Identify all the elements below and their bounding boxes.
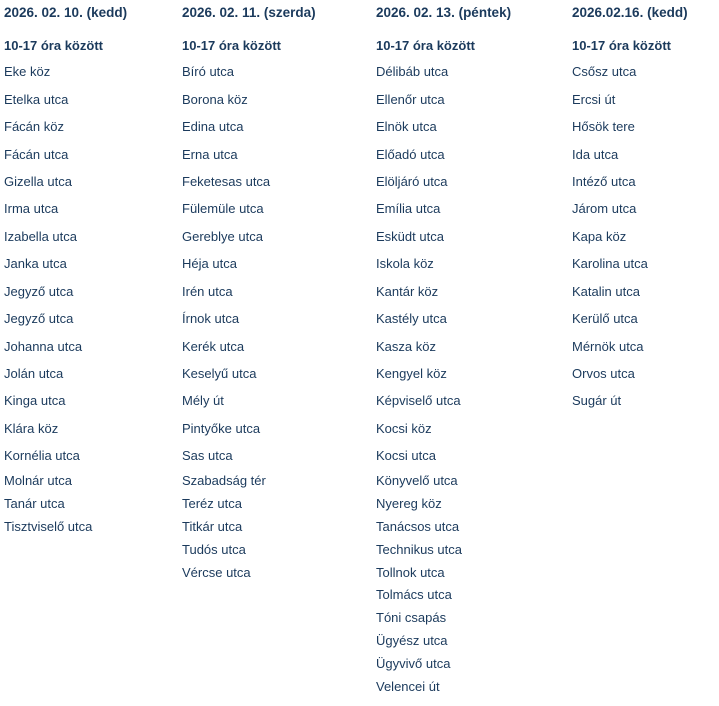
column-hours-label: 10-17 óra között xyxy=(376,38,475,53)
street-item: Feketesas utca xyxy=(182,174,271,189)
street-item: Technikus utca xyxy=(376,542,462,557)
street-item: Gereblye utca xyxy=(182,229,263,244)
column-hours-label: 10-17 óra között xyxy=(182,38,281,53)
street-item: Esküdt utca xyxy=(376,229,444,244)
street-item: Orvos utca xyxy=(572,366,635,381)
street-item: Klára köz xyxy=(4,421,59,436)
street-item: Kornélia utca xyxy=(4,448,80,463)
street-item: Katalin utca xyxy=(572,284,640,299)
street-item: Jegyző utca xyxy=(4,284,74,299)
street-item: Kerék utca xyxy=(182,339,245,354)
street-item: Járom utca xyxy=(572,201,637,216)
street-item: Ellenőr utca xyxy=(376,92,445,107)
street-item: Sas utca xyxy=(182,448,233,463)
street-item: Fülemüle utca xyxy=(182,201,264,216)
street-item: Karolina utca xyxy=(572,256,648,271)
street-item: Tolmács utca xyxy=(376,587,452,602)
street-item: Kapa köz xyxy=(572,229,627,244)
street-item: Iskola köz xyxy=(376,256,434,271)
street-item: Velencei út xyxy=(376,679,440,694)
street-item: Tanár utca xyxy=(4,496,65,511)
street-item: Ida utca xyxy=(572,147,619,162)
street-item: Tisztviselő utca xyxy=(4,519,93,534)
street-item: Ercsi út xyxy=(572,92,616,107)
column-hours-label: 10-17 óra között xyxy=(4,38,103,53)
street-item: Képviselő utca xyxy=(376,393,461,408)
street-item: Pintyőke utca xyxy=(182,421,261,436)
street-item: Edina utca xyxy=(182,119,244,134)
column-date-heading: 2026.02.16. (kedd) xyxy=(572,5,688,20)
street-item: Kengyel köz xyxy=(376,366,447,381)
street-item: Tollnok utca xyxy=(376,565,445,580)
street-item: Gizella utca xyxy=(4,174,72,189)
street-item: Előadó utca xyxy=(376,147,445,162)
street-item: Tudós utca xyxy=(182,542,246,557)
street-item: Sugár út xyxy=(572,393,622,408)
street-item: Vércse utca xyxy=(182,565,251,580)
street-item: Szabadság tér xyxy=(182,473,266,488)
street-item: Csősz utca xyxy=(572,64,637,79)
street-item: Ügyész utca xyxy=(376,633,448,648)
column-date-heading: 2026. 02. 13. (péntek) xyxy=(376,5,512,20)
street-item: Titkár utca xyxy=(182,519,243,534)
street-item: Teréz utca xyxy=(182,496,242,511)
street-item: Jegyző utca xyxy=(4,311,74,326)
street-item: Bíró utca xyxy=(182,64,235,79)
street-item: Irén utca xyxy=(182,284,233,299)
street-item: Ügyvivő utca xyxy=(376,656,451,671)
street-item: Elöljáró utca xyxy=(376,174,448,189)
street-item: Kantár köz xyxy=(376,284,439,299)
street-item: Eke köz xyxy=(4,64,51,79)
street-item: Kinga utca xyxy=(4,393,66,408)
street-item: Keselyű utca xyxy=(182,366,257,381)
street-item: Fácán köz xyxy=(4,119,64,134)
street-item: Kasza köz xyxy=(376,339,436,354)
street-item: Fácán utca xyxy=(4,147,69,162)
street-item: Irma utca xyxy=(4,201,59,216)
street-item: Kerülő utca xyxy=(572,311,638,326)
street-item: Borona köz xyxy=(182,92,248,107)
street-item: Kocsi utca xyxy=(376,448,436,463)
street-item: Molnár utca xyxy=(4,473,72,488)
street-item: Etelka utca xyxy=(4,92,69,107)
street-item: Hősök tere xyxy=(572,119,635,134)
street-item: Elnök utca xyxy=(376,119,437,134)
street-item: Héja utca xyxy=(182,256,237,271)
street-item: Intéző utca xyxy=(572,174,636,189)
street-item: Nyereg köz xyxy=(376,496,442,511)
column-date-heading: 2026. 02. 10. (kedd) xyxy=(4,5,128,20)
street-item: Janka utca xyxy=(4,256,67,271)
street-item: Izabella utca xyxy=(4,229,77,244)
street-item: Emília utca xyxy=(376,201,441,216)
street-item: Mély út xyxy=(182,393,224,408)
street-item: Tóni csapás xyxy=(376,610,447,625)
street-item: Mérnök utca xyxy=(572,339,644,354)
street-item: Kastély utca xyxy=(376,311,447,326)
street-item: Erna utca xyxy=(182,147,238,162)
street-item: Kocsi köz xyxy=(376,421,432,436)
street-item: Délibáb utca xyxy=(376,64,449,79)
street-item: Johanna utca xyxy=(4,339,83,354)
street-item: Tanácsos utca xyxy=(376,519,460,534)
column-hours-label: 10-17 óra között xyxy=(572,38,671,53)
street-item: Jolán utca xyxy=(4,366,64,381)
column-date-heading: 2026. 02. 11. (szerda) xyxy=(182,5,316,20)
street-item: Írnok utca xyxy=(182,311,240,326)
street-item: Könyvelő utca xyxy=(376,473,458,488)
